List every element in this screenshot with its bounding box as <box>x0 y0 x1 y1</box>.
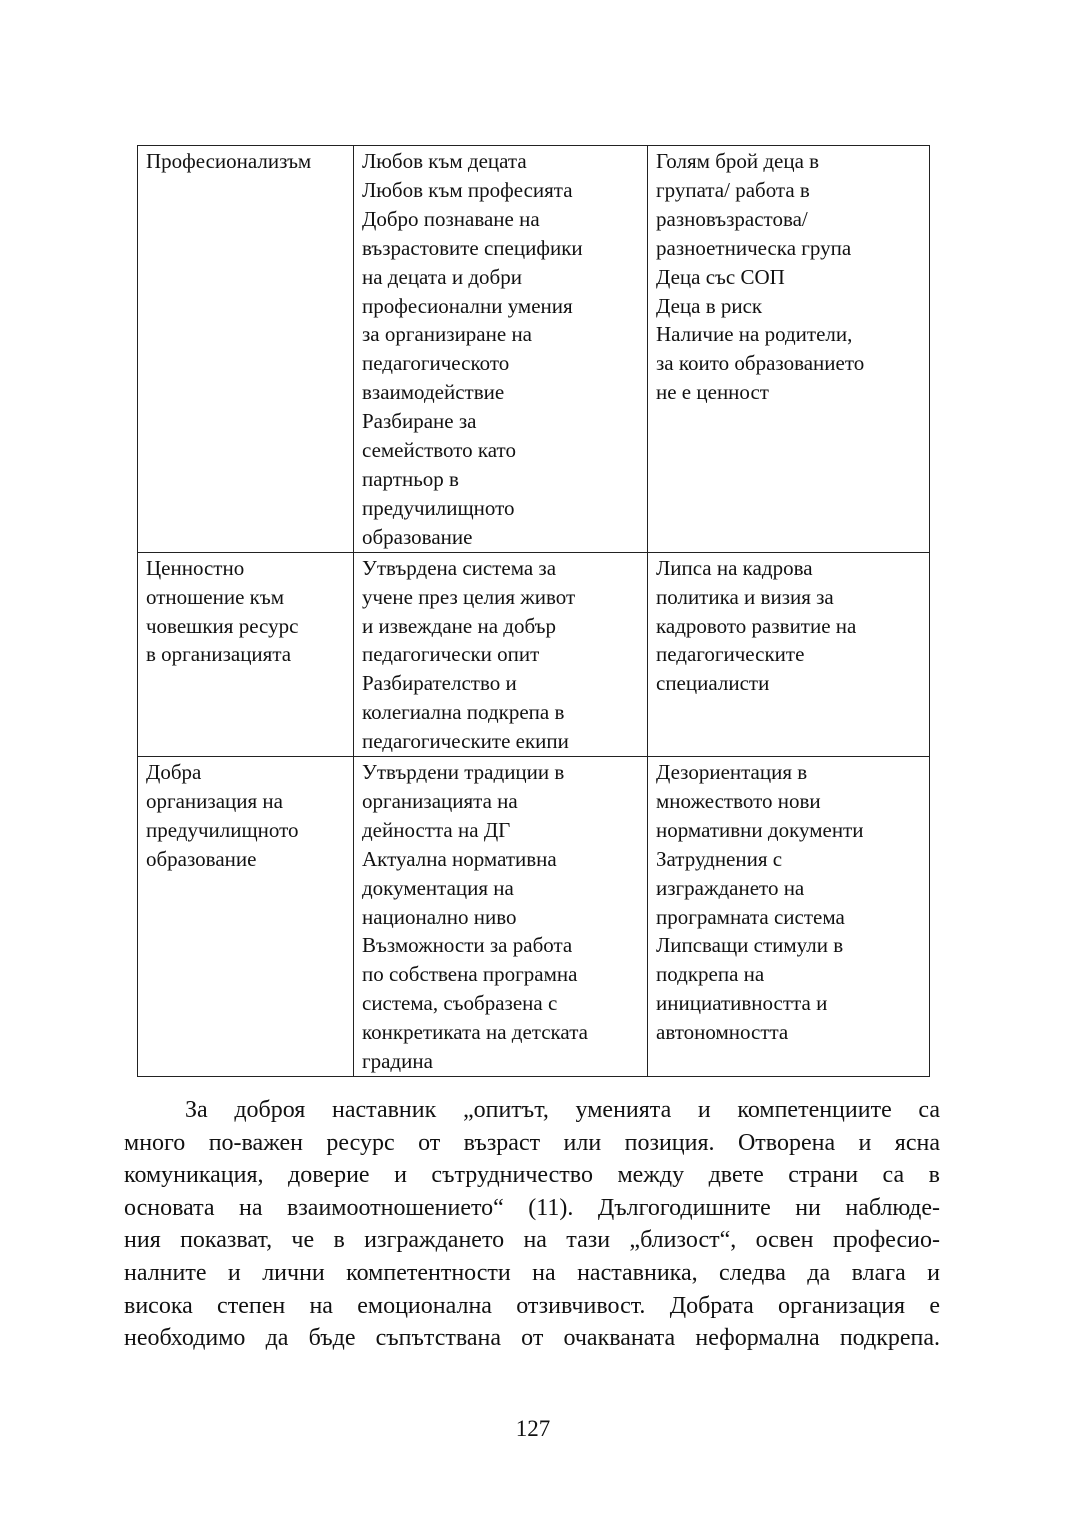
table-cell-strengths: Утвърдена система за учене през целия живот и извеждане на добър педагогически опит Разбирателство и колегиална подкрепа в педагогическите екипи <box>354 552 648 756</box>
paragraph-line: налните и лични компетентности на наставника, следва да влага и <box>124 1259 940 1286</box>
paragraph-line: За доброя наставник „опитът, уменията и компетенциите са <box>185 1097 940 1123</box>
paragraph-line: висока степен на емоционална отзивчивост. Добрата организация е <box>124 1292 940 1319</box>
table-cell-strengths: Утвърдени традиции в организацията на дейността на ДГ Актуална нормативна документация на национално ниво Възможности за работа по собствена програмна система, съобразена с конкретиката на детската градина <box>354 757 648 1077</box>
page-number: 127 <box>515 1416 551 1441</box>
paragraph-line: много по-важен ресурс от възраст или позиция. Отворена и ясна <box>124 1129 940 1156</box>
table-cell-strengths: Любов към децата Любов към професията Добро познаване на възрастовите специфики на децата и добри професионални умения за организиране на педагогическото взаимодействие Разбиране за семейството като партньор в предучилищното образование <box>354 146 648 553</box>
table-cell-category: Ценностно отношение към човешкия ресурс в организацията <box>138 552 354 756</box>
body-paragraph <box>124 1094 940 1355</box>
paragraph-line: комуникация, доверие и сътрудничество между двете страни са в <box>124 1162 940 1189</box>
table-cell-weaknesses: Голям брой деца в групата/ работа в разновъзрастова/ разноетническа група Деца със СОП Деца в риск Наличие на родители, за които образованието не е ценност <box>648 146 930 553</box>
paragraph-line: необходимо да бъде съпътствана от очакваната неформална подкрепа. <box>124 1325 940 1352</box>
table-cell-category: Добра организация на предучилищното образование <box>138 757 354 1077</box>
table-row <box>138 552 930 756</box>
table-row <box>138 146 930 553</box>
swot-table <box>137 145 930 1077</box>
table-cell-weaknesses: Липса на кадрова политика и визия за кадровото развитие на педагогическите специалисти <box>648 552 930 756</box>
paragraph-line: ния показват, че в изграждането на тази „близост“, освен професио- <box>124 1227 940 1254</box>
table-cell-weaknesses: Дезориентация в множеството нови нормативни документи Затруднения с изграждането на програмната система Липсващи стимули в подкрепа на инициативността и автономността <box>648 757 930 1077</box>
table-row <box>138 757 930 1077</box>
paragraph-line: основата на взаимоотношението“ (11). Дългогодишните ни наблюде- <box>124 1194 940 1221</box>
table-cell-category: Професионализъм <box>138 146 354 553</box>
